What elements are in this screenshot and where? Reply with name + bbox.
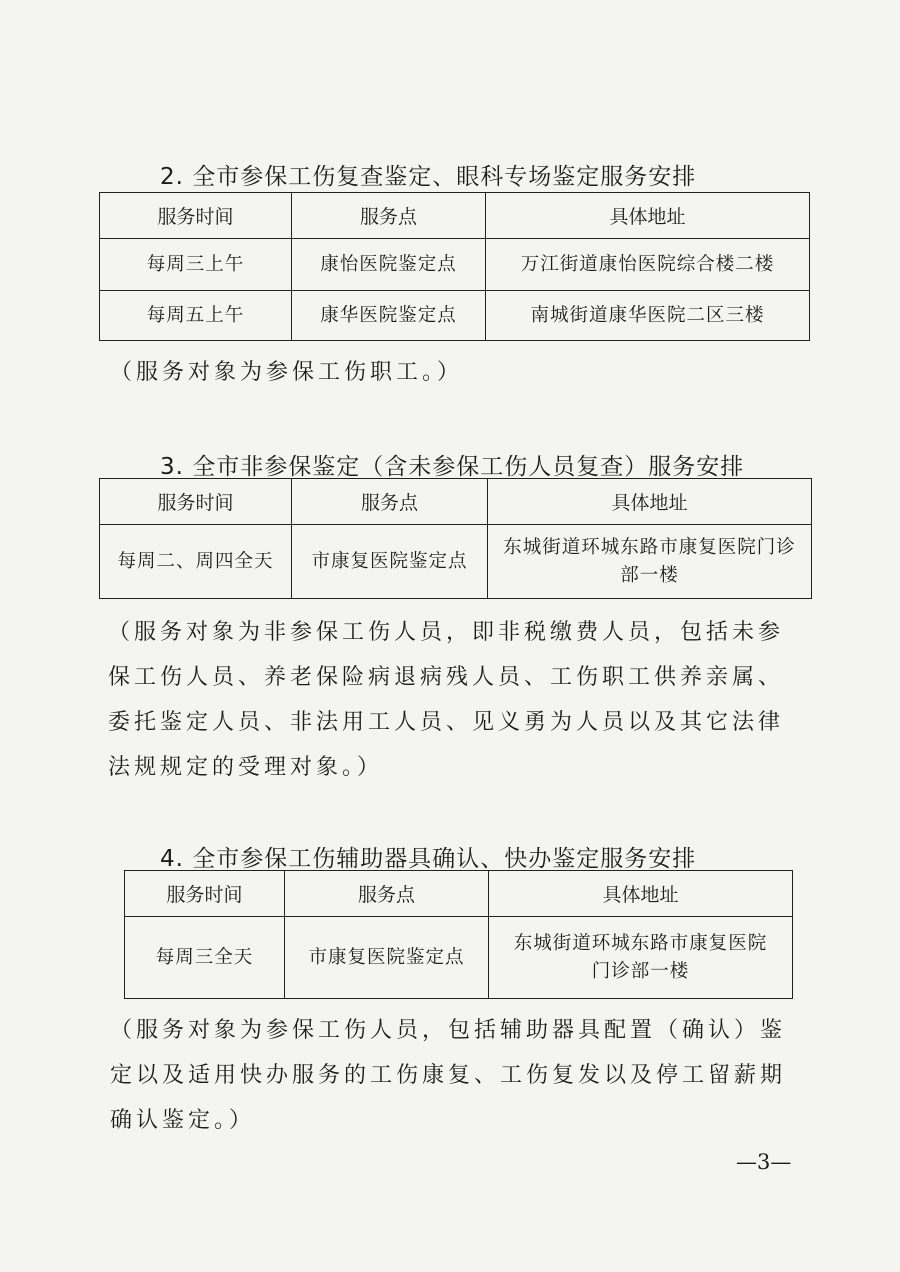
header-time: 服务时间 <box>100 193 292 239</box>
header-address: 具体地址 <box>486 193 810 239</box>
cell-time: 每周五上午 <box>100 291 292 341</box>
cell-address: 南城街道康华医院二区三楼 <box>486 291 810 341</box>
header-time: 服务时间 <box>100 479 292 525</box>
section-4-note: （服务对象为参保工伤人员，包括辅助器具配置（确认）鉴定以及适用快办服务的工伤康复、工伤复发以及停工留薪期确认鉴定。） <box>110 1018 787 1133</box>
section-2-title: 2. 全市参保工伤复查鉴定、眼科专场鉴定服务安排 <box>160 164 697 190</box>
cell-location: 康怡医院鉴定点 <box>292 239 486 291</box>
header-address: 具体地址 <box>489 871 793 917</box>
header-location: 服务点 <box>292 193 486 239</box>
section-3-note: （服务对象为非参保工伤人员，即非税缴费人员，包括未参保工伤人员、养老保险病退病残人员、工伤职工供养亲属、委托鉴定人员、非法用工人员、见义勇为人员以及其它法律法规规定的受理对象。） <box>108 620 785 780</box>
cell-address: 东城街道环城东路市康复医院门诊部一楼 <box>488 525 812 599</box>
cell-time: 每周二、周四全天 <box>100 525 292 599</box>
header-location: 服务点 <box>292 479 488 525</box>
table-header-row <box>125 871 793 917</box>
section-3-table <box>99 478 812 599</box>
table-row <box>100 291 810 341</box>
table-row <box>125 917 793 999</box>
table-header-row <box>100 193 810 239</box>
section-2-table <box>99 192 810 341</box>
page-number: —3— <box>736 1150 792 1174</box>
cell-time: 每周三上午 <box>100 239 292 291</box>
header-address: 具体地址 <box>488 479 812 525</box>
header-time: 服务时间 <box>125 871 285 917</box>
table-row <box>100 525 812 599</box>
header-location: 服务点 <box>285 871 489 917</box>
cell-location: 市康复医院鉴定点 <box>292 525 488 599</box>
cell-time: 每周三全天 <box>125 917 285 999</box>
cell-location: 市康复医院鉴定点 <box>285 917 489 999</box>
cell-address: 万江街道康怡医院综合楼二楼 <box>486 239 810 291</box>
table-row <box>100 239 810 291</box>
section-3-title: 3. 全市非参保鉴定（含未参保工伤人员复查）服务安排 <box>160 454 745 480</box>
cell-location: 康华医院鉴定点 <box>292 291 486 341</box>
section-4-table <box>124 870 793 999</box>
section-2-note: （服务对象为参保工伤职工。） <box>110 360 464 385</box>
table-header-row <box>100 479 812 525</box>
cell-address: 东城街道环城东路市康复医院门诊部一楼 <box>489 917 793 999</box>
section-4-title: 4. 全市参保工伤辅助器具确认、快办鉴定服务安排 <box>160 846 697 872</box>
